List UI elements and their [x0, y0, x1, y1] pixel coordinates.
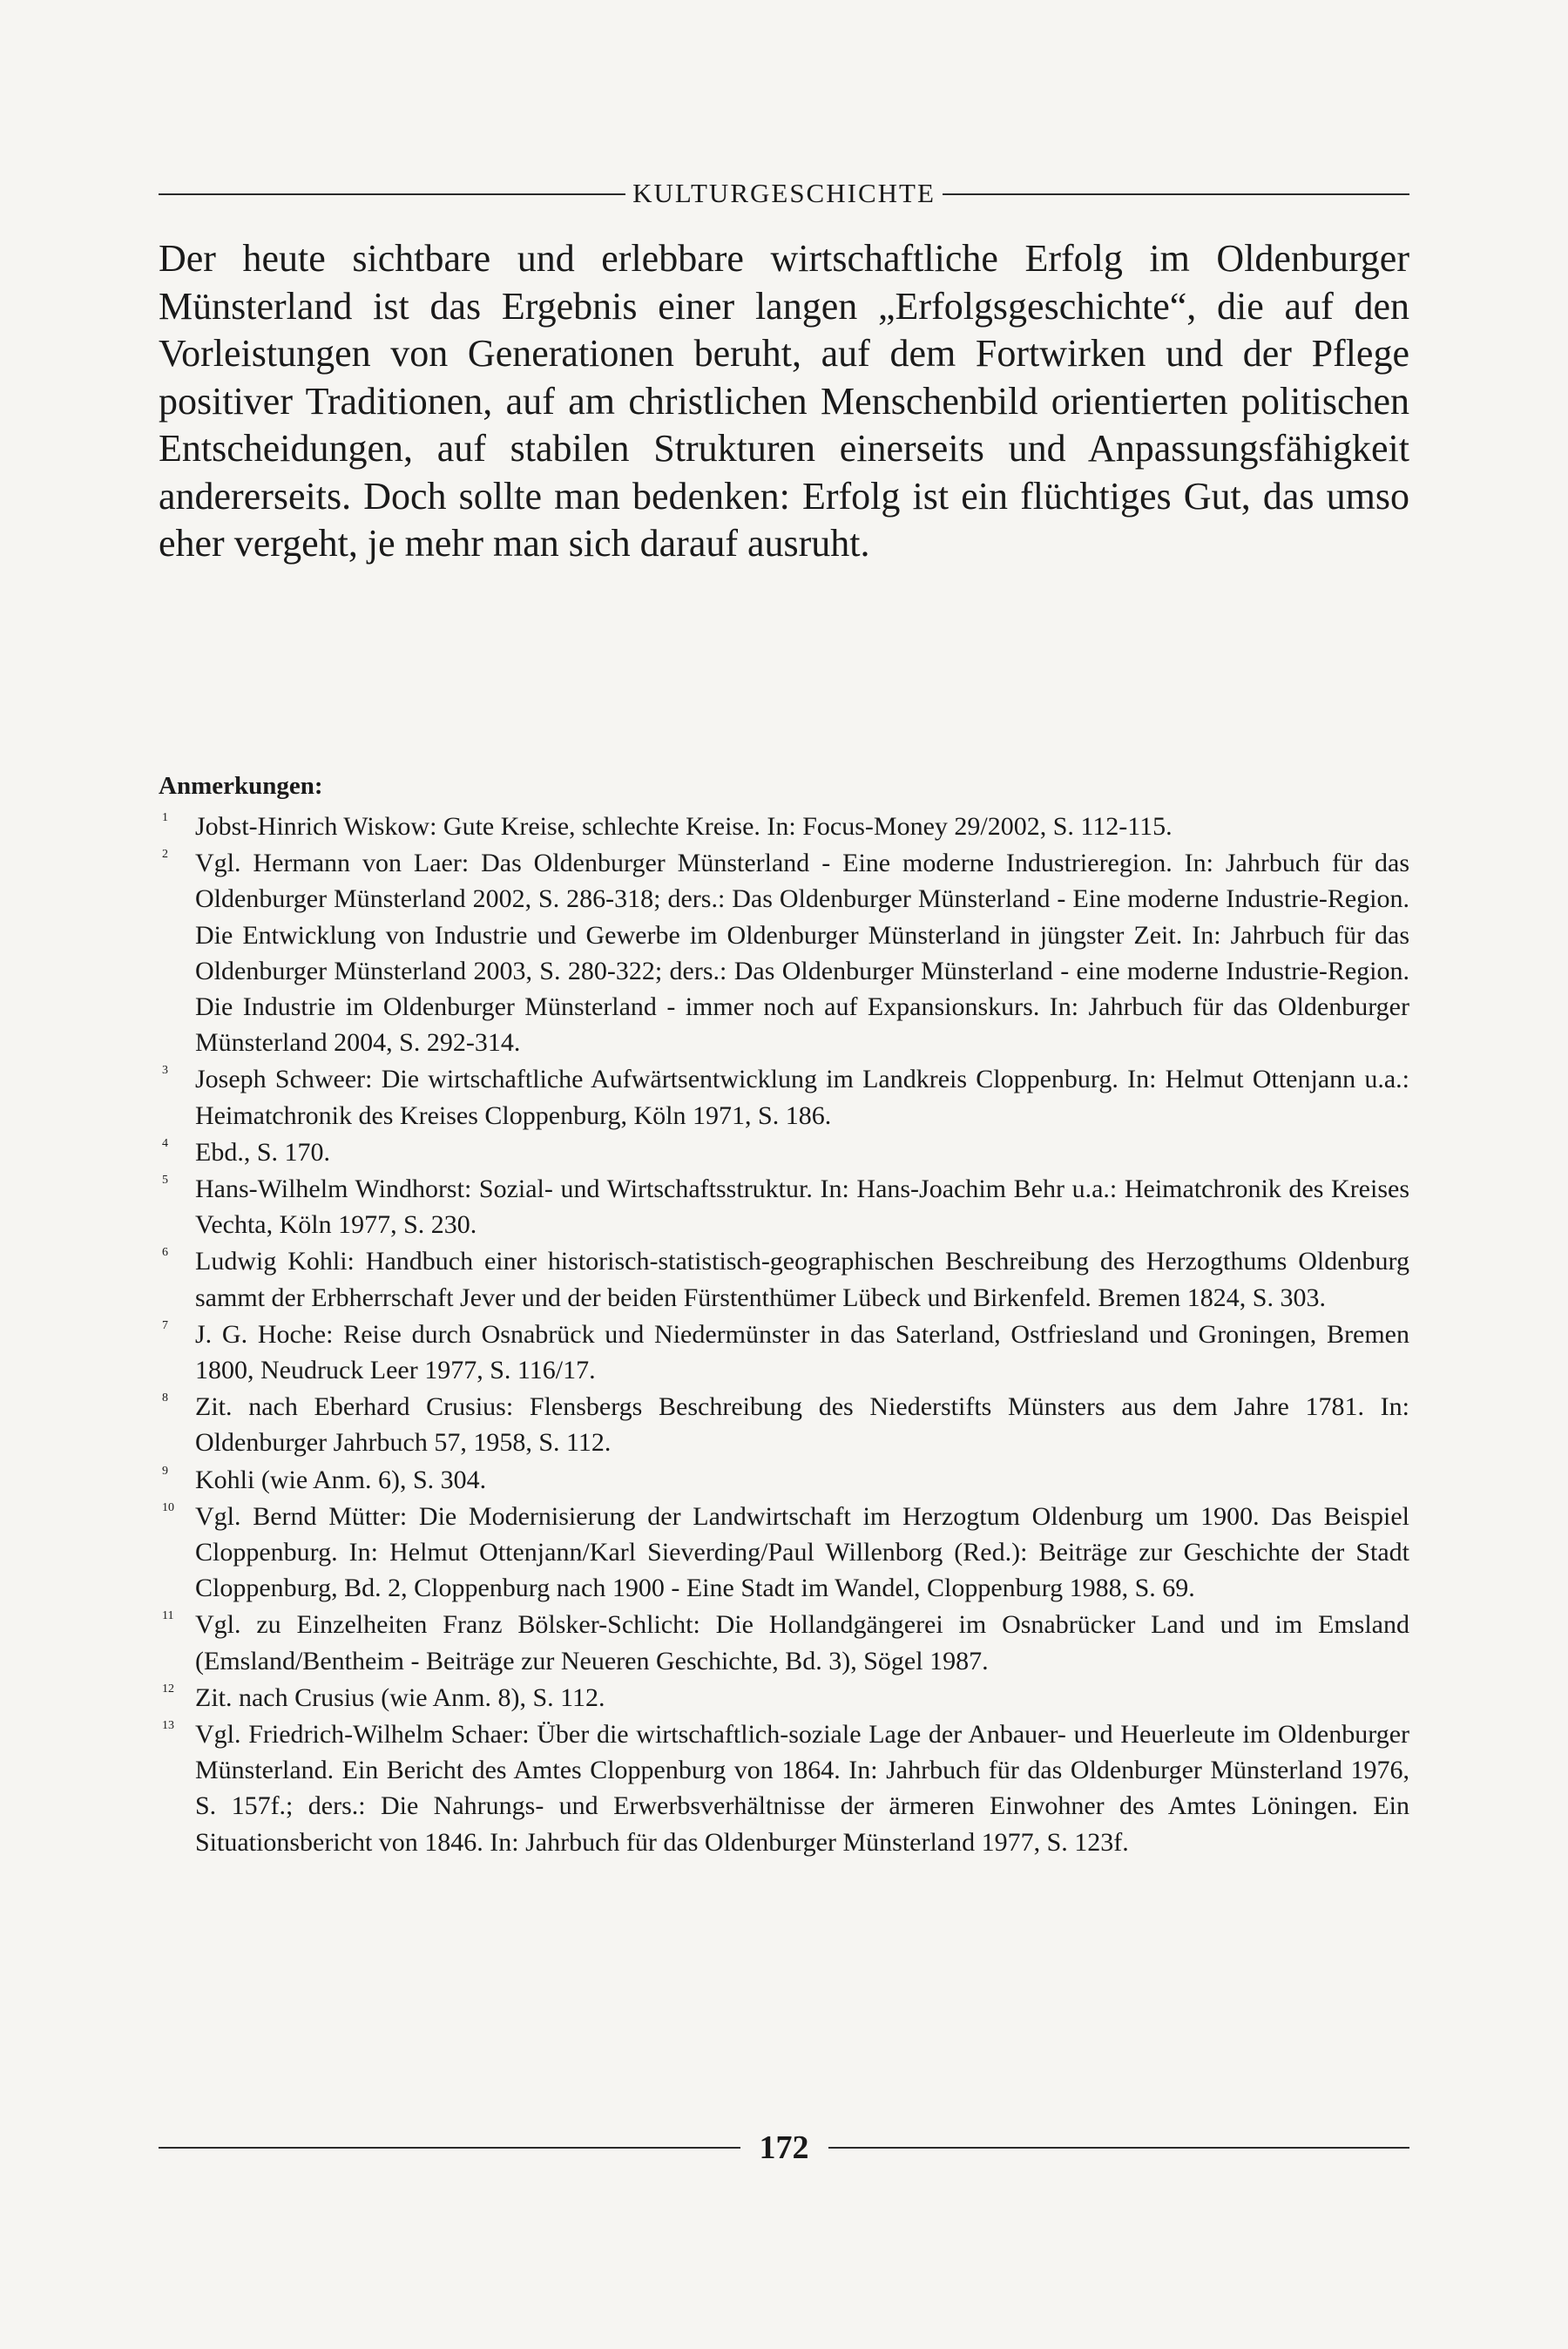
note-text: Zit. nach Eberhard Crusius: Flensbergs Beschreibung des Niederstifts Münsters aus dem Jahre 1781. In: Oldenburger Jahrbuch 57, 1958, S. 112.: [195, 1392, 1409, 1458]
note-text: J. G. Hoche: Reise durch Osnabrück und Niedermünster in das Saterland, Ostfriesland und Groningen, Bremen 1800, Neudruck Leer 1977, S. 116/17.: [195, 1319, 1409, 1385]
note-number: 2: [162, 848, 168, 862]
note-number: 5: [162, 1174, 168, 1188]
note-item: [159, 1134, 1409, 1170]
note-number: 13: [162, 1719, 174, 1733]
note-text: Jobst-Hinrich Wiskow: Gute Kreise, schlechte Kreise. In: Focus-Money 29/2002, S. 112-115.: [195, 812, 1173, 841]
footer-rule-left: [159, 2147, 740, 2149]
note-number: 6: [162, 1246, 168, 1260]
note-item: [159, 845, 1409, 1060]
note-number: 9: [162, 1464, 168, 1478]
note-text: Vgl. Hermann von Laer: Das Oldenburger Münsterland - Eine moderne Industrieregion. In: Jahrbuch für das Oldenburger Münsterland 2002, S. 286-318; ders.: Das Oldenburger Münsterland - Eine moderne Industrie-Region. Die Entwicklung von Industrie und Gewerbe im Oldenburger Münsterland in jüngster Zeit. In: Jahrbuch für das Oldenburger Münsterland 2003, S. 280-322; ders.: Das Oldenburger Münsterland - eine moderne Industrie-Region. Die Industrie im Oldenburger Münsterland - immer noch auf Expansionskurs. In: Jahrbuch für das Oldenburger Münsterland 2004, S. 292-314.: [195, 849, 1409, 1058]
note-text: Vgl. Bernd Mütter: Die Modernisierung der Landwirtschaft im Herzogtum Oldenburg um 1900. Das Beispiel Cloppenburg. In: Helmut Ottenjann/Karl Sieverding/Paul Willenborg (Red.): Beiträge zur Geschichte der Stadt Cloppenburg, Bd. 2, Cloppenburg nach 1900 - Eine Stadt im Wandel, Cloppenburg 1988, S. 69.: [195, 1501, 1409, 1603]
note-text: Ebd., S. 170.: [195, 1137, 331, 1167]
body-paragraph: Der heute sichtbare und erlebbare wirtschaftliche Erfolg im Oldenburger Münsterland ist das Ergebnis einer langen „Erfolgsgeschichte“, die auf den Vorleistungen von Generationen beruht, auf dem Fortwirken und der Pflege positiver Traditionen, auf am christlichen Menschenbild orientierten politischen Entscheidungen, auf stabilen Strukturen einerseits und Anpassungsfähigkeit andererseits. Doch sollte man bedenken: Erfolg ist ein flüchtiges Gut, das umso eher vergeht, je mehr man sich darauf ausruht.: [159, 237, 1409, 565]
note-item: [159, 1061, 1409, 1133]
note-item: [159, 1499, 1409, 1607]
note-number: 11: [162, 1609, 174, 1623]
note-item: [159, 1680, 1409, 1716]
notes-heading: Anmerkungen:: [159, 772, 323, 800]
note-text: Hans-Wilhelm Windhorst: Sozial- und Wirtschaftsstruktur. In: Hans-Joachim Behr u.a.: Heimatchronik des Kreises Vechta, Köln 1977, S. 230.: [195, 1174, 1409, 1240]
note-number: 1: [162, 811, 168, 824]
note-text: Kohli (wie Anm. 6), S. 304.: [195, 1465, 487, 1494]
note-number: 10: [162, 1500, 174, 1514]
note-number: 12: [162, 1682, 174, 1696]
section-title: KULTURGESCHICHTE: [632, 178, 936, 208]
note-text: Zit. nach Crusius (wie Anm. 8), S. 112.: [195, 1682, 605, 1712]
page-footer: [159, 2129, 1409, 2167]
header-rule-right: [943, 193, 1409, 195]
running-header: [159, 178, 1409, 209]
note-item: [159, 1317, 1409, 1388]
note-item: [159, 1716, 1409, 1860]
note-item: [159, 1607, 1409, 1678]
page-number: 172: [759, 2129, 809, 2166]
note-item: [159, 809, 1409, 844]
note-number: 4: [162, 1136, 168, 1150]
notes-list: [159, 809, 1409, 1861]
note-item: [159, 1389, 1409, 1460]
note-number: 3: [162, 1064, 168, 1078]
note-item: [159, 1243, 1409, 1315]
note-number: 8: [162, 1391, 168, 1405]
note-text: Vgl. Friedrich-Wilhelm Schaer: Über die wirtschaftlich-soziale Lage der Anbauer- und Heuerleute im Oldenburger Münsterland. Ein Bericht des Amtes Cloppenburg von 1864. In: Jahrbuch für das Oldenburger Münsterland 1976, S. 157f.; ders.: Die Nahrungs- und Erwerbsverhältnisse der ärmeren Einwohner des Amtes Löningen. Ein Situationsbericht von 1846. In: Jahrbuch für das Oldenburger Münsterland 1977, S. 123f.: [195, 1720, 1409, 1857]
note-text: Joseph Schweer: Die wirtschaftliche Aufwärtsentwicklung im Landkreis Cloppenburg. In: Helmut Ottenjann u.a.: Heimatchronik des Kreises Cloppenburg, Köln 1971, S. 186.: [195, 1065, 1409, 1130]
note-text: Vgl. zu Einzelheiten Franz Bölsker-Schlicht: Die Hollandgängerei im Osnabrücker Land und im Emsland (Emsland/Bentheim - Beiträge zur Neueren Geschichte, Bd. 3), Sögel 1987.: [195, 1610, 1409, 1675]
note-number: 7: [162, 1318, 168, 1332]
footer-rule-right: [828, 2147, 1410, 2149]
note-item: [159, 1171, 1409, 1242]
header-rule-left: [159, 193, 625, 195]
note-text: Ludwig Kohli: Handbuch einer historisch-statistisch-geographischen Beschreibung des Herzogthums Oldenburg sammt der Erbherrschaft Jever und der beiden Fürstenthümer Lübeck und Birkenfeld. Bremen 1824, S. 303.: [195, 1247, 1409, 1312]
note-item: [159, 1462, 1409, 1498]
